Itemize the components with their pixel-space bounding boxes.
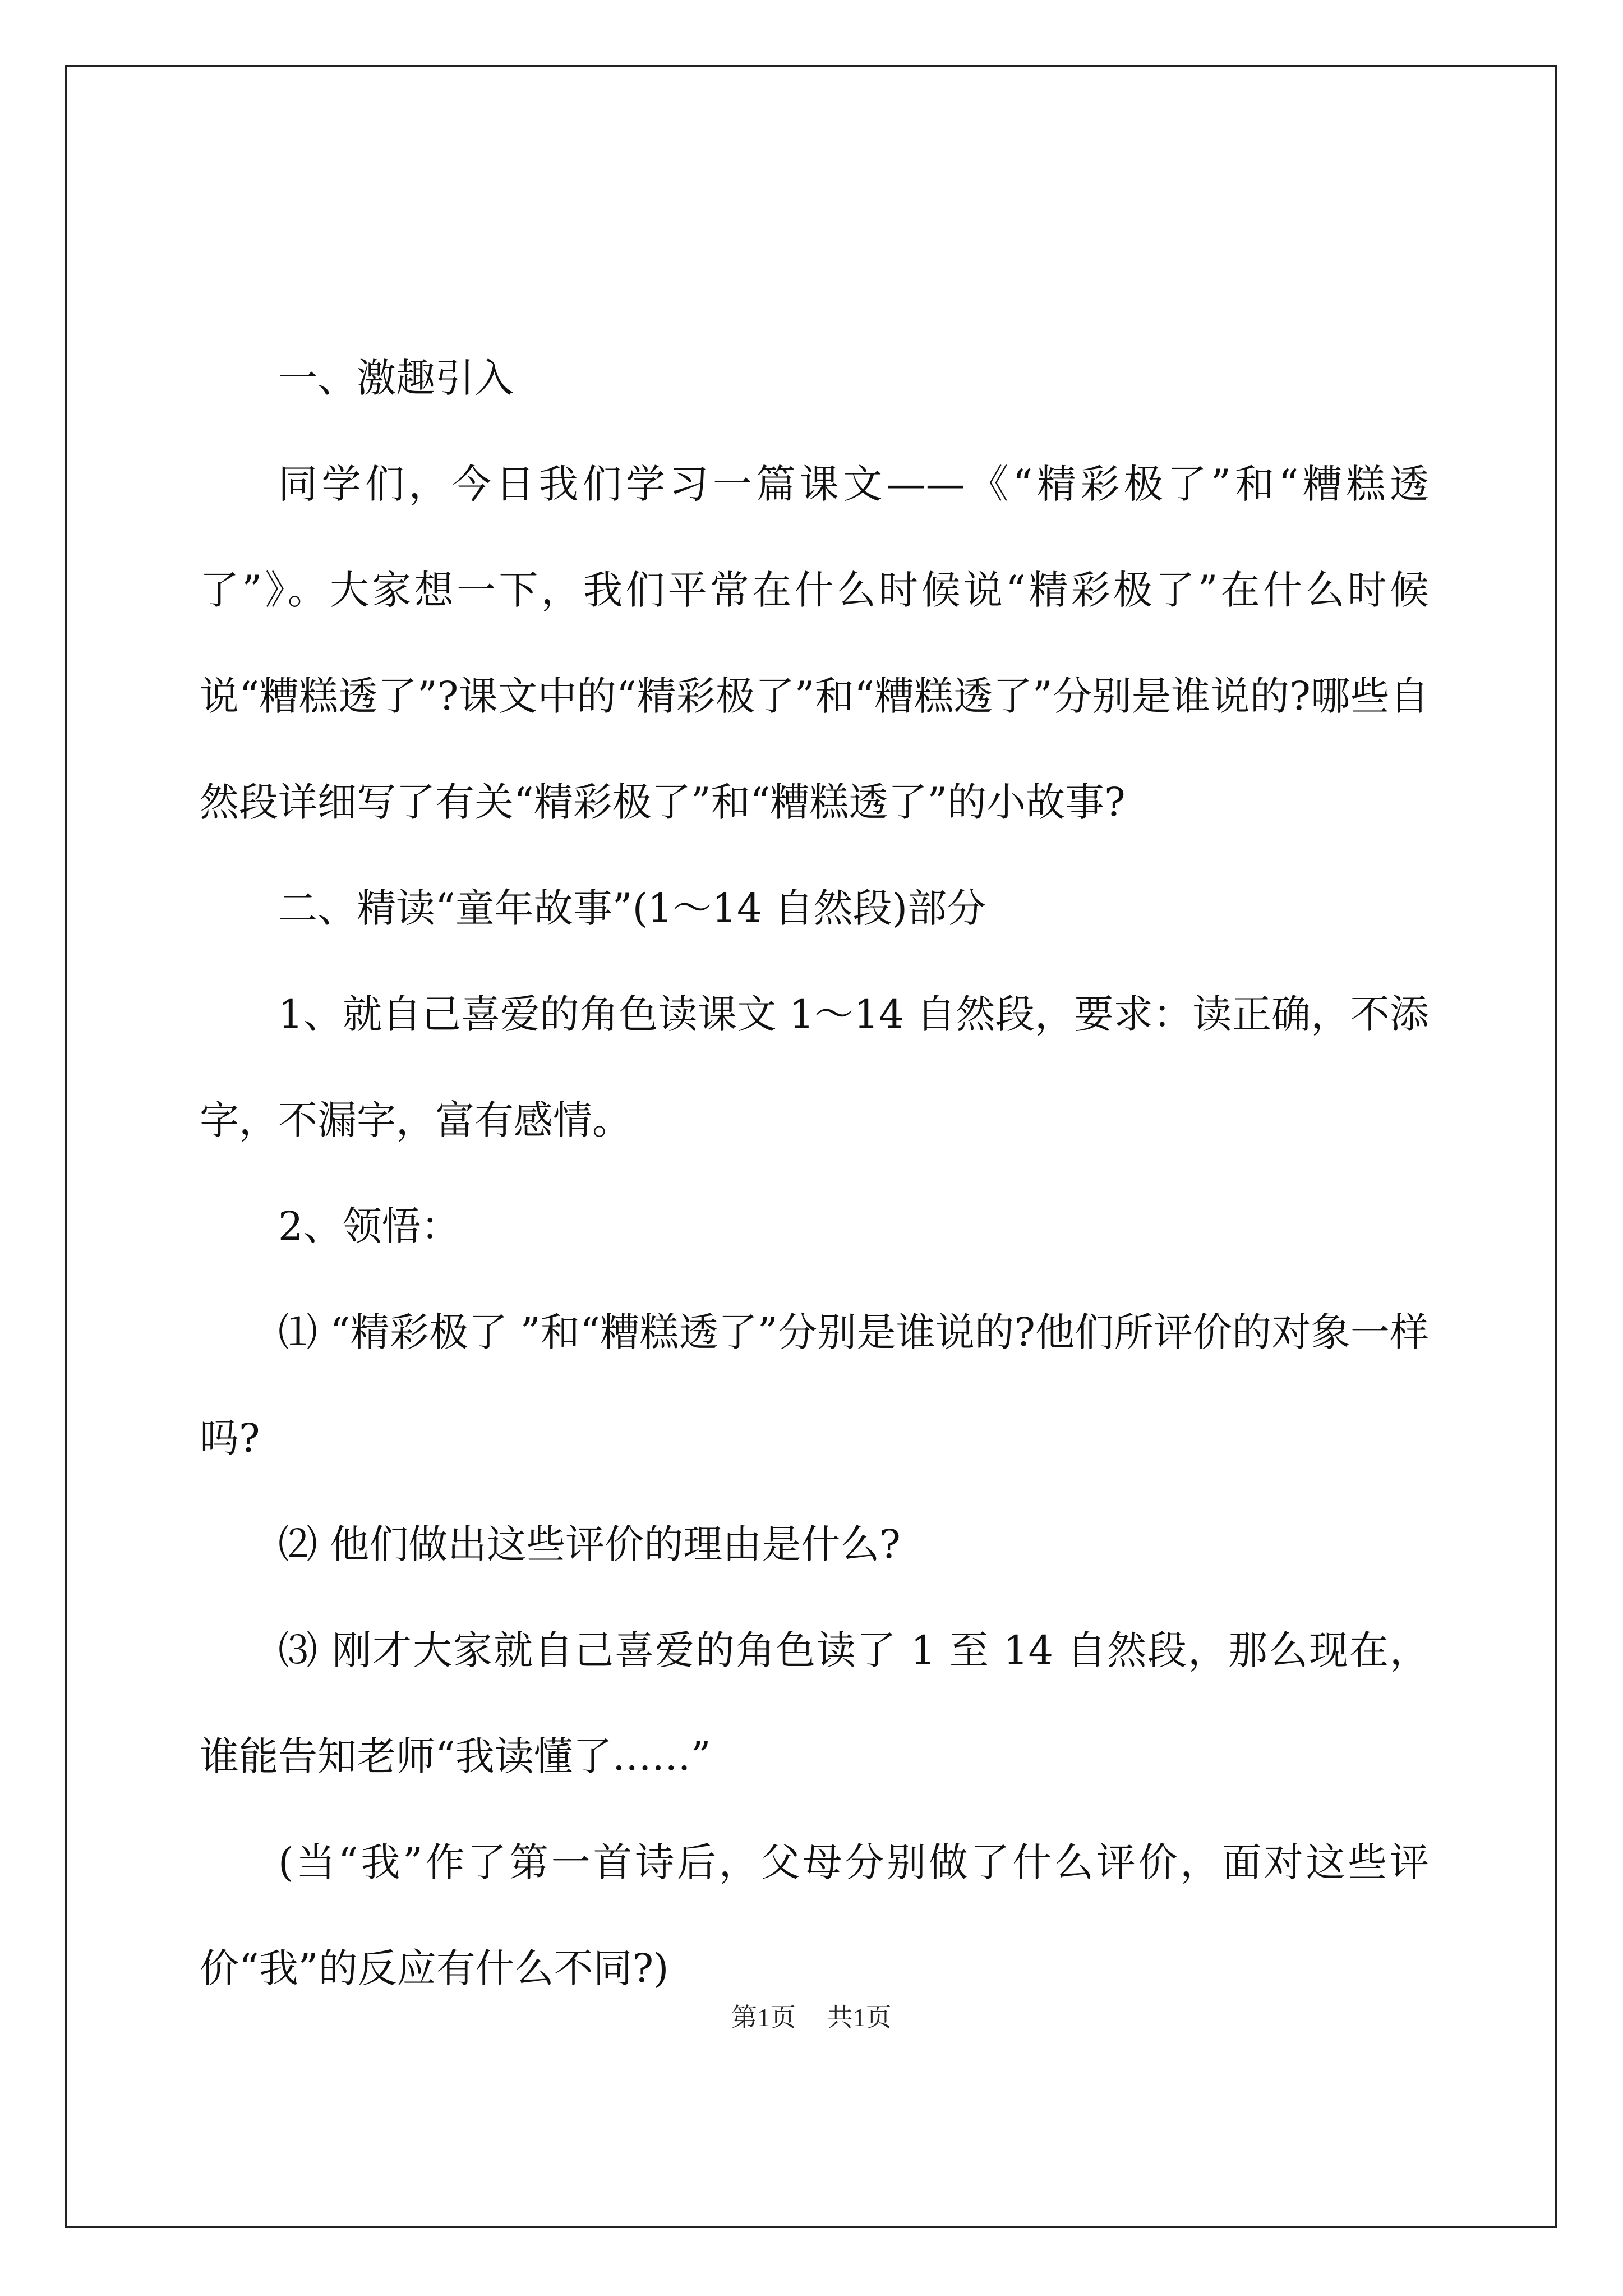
section-heading-reading: 二、精读“童年故事”(1～14 自然段)部分	[278, 885, 986, 931]
page-number-total: 共1页	[827, 2003, 892, 2032]
paragraph-note: (当“我”作了第一首诗后，父母分别做了什么评价，面对这些评价“我”的反应有什么不同?)	[200, 1839, 1429, 1991]
question-2: ⑵ 他们做出这些评价的理由是什么?	[278, 1521, 901, 1567]
page-number-current: 第1页	[731, 2003, 796, 2032]
paragraph-intro: 同学们，今日我们学习一篇课文——《“精彩极了”和“糟糕透了”》。大家想一下，我们平常在什么时候说“精彩极了”在什么时候说“糟糕透了”?课文中的“精彩极了”和“糟糕透了”分别是谁说的?哪些自然段详细写了有关“精彩极了”和“糟糕透了”的小故事?	[200, 461, 1429, 825]
question-1: ⑴ “精彩极了 ”和“糟糕透了”分别是谁说的?他们所评价的对象一样吗?	[200, 1309, 1429, 1461]
page-footer	[0, 1997, 1623, 2034]
question-3: ⑶ 刚才大家就自己喜爱的角色读了 1 至 14 自然段，那么现在，谁能告知老师“我读懂了……”	[200, 1627, 1429, 1779]
section-heading-intro: 一、激趣引入	[278, 355, 514, 401]
paragraph-task-2: 2、领悟：	[278, 1203, 460, 1249]
document-body	[200, 325, 1429, 2022]
paragraph-task-1: 1、就自己喜爱的角色读课文 1～14 自然段，要求：读正确，不添字，不漏字，富有感情。	[200, 991, 1429, 1143]
